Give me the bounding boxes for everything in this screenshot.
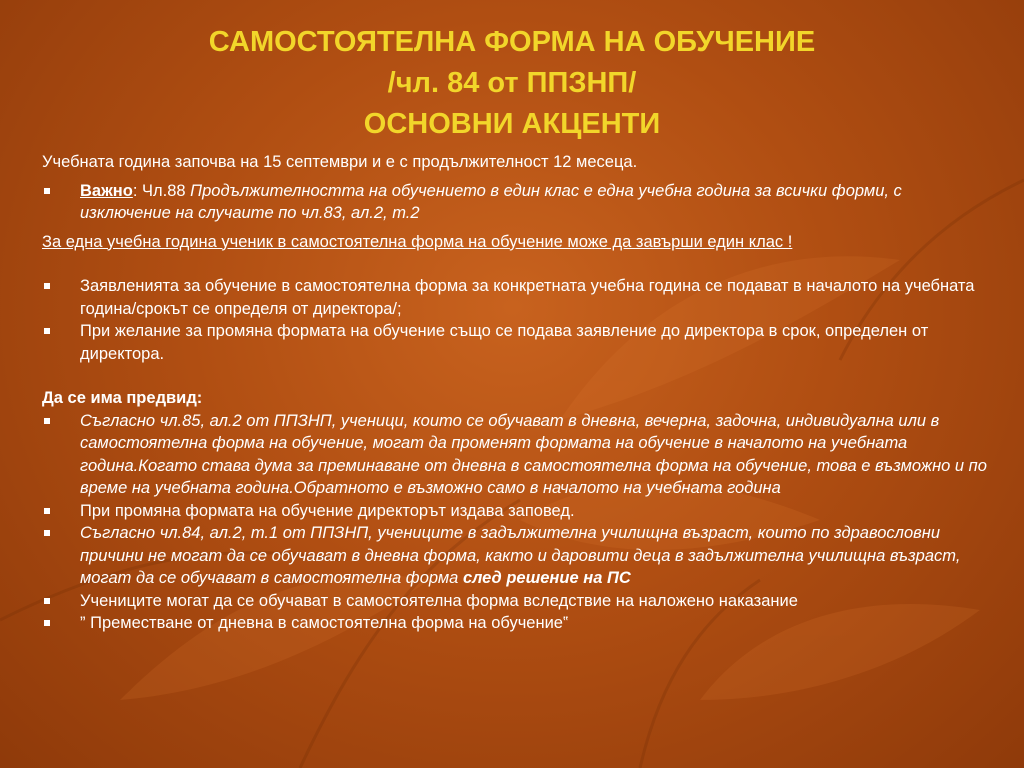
square-bullet-icon: [44, 418, 50, 424]
square-bullet-icon: [44, 328, 50, 334]
bullet-note-5: [42, 612, 987, 635]
important-label: Важно: [80, 181, 133, 200]
note-text-5: ” Преместване от дневна в самостоятелна форма на обучение‟: [80, 614, 569, 632]
one-class-note: За една учебна година ученик в самостоятелна форма на обучение може да завърши един клас !: [42, 232, 793, 251]
note-text-1: Съгласно чл.85, ал.2 от ППЗНП, ученици, които се обучават в дневна, вечерна, задочна, индивидуална или в самостоятелна форма на обучение, могат да променят формата на обучение в началото на учебната година.Когато става дума за преминаване от дневна в самостоятелна форма на обучение, това е възможно и по време на учебната година.Обратното е възможно само в началото на учебната година: [80, 411, 987, 497]
bullet-applications-1: [42, 275, 987, 320]
square-bullet-icon: [44, 283, 50, 289]
important-ref: Чл.88: [137, 181, 191, 200]
slide-title: [100, 22, 924, 145]
square-bullet-icon: [44, 620, 50, 626]
note-text-3: Съгласно чл.84, ал.2, т.1 от ППЗНП, учениците в задължителна училищна възраст, които по здравословни причини не могат да се обучават в дневна форма, както и даровити деца в задължителна училищна възраст, могат да се обучават в самостоятелна форма: [80, 524, 961, 587]
bullet-note-1: [42, 410, 987, 500]
title-line-3: ОСНОВНИ АКЦЕНТИ: [363, 108, 661, 140]
note-text-2: При промяна формата на обучение директорът издава заповед.: [80, 501, 575, 520]
bullet-important: [42, 180, 987, 225]
note-text-3-emphasis: след решение на ПС: [462, 569, 631, 587]
important-text: Продължителността на обучението в един клас е една учебна година за всички форми, с изключение на случаите по чл.83, ал.2, т.2: [80, 181, 902, 222]
intro-text: Учебната година започва на 15 септември и е с продължителност 12 месеца.: [42, 153, 638, 171]
important-colon: :: [132, 181, 138, 200]
bullet-applications-2: [42, 320, 987, 365]
square-bullet-icon: [44, 530, 50, 536]
square-bullet-icon: [44, 188, 50, 194]
title-line-1: САМОСТОЯТЕЛНА ФОРМА НА ОБУЧЕНИЕ: [208, 26, 816, 58]
note-text-4: Учениците могат да се обучават в самостоятелна форма вследствие на наложено наказание: [80, 591, 798, 610]
square-bullet-icon: [44, 508, 50, 514]
applications-text-1: Заявленията за обучение в самостоятелна форма за конкретната учебна година се подават в началото на учебната година/срокът се определя от директора/;: [80, 277, 975, 318]
square-bullet-icon: [44, 598, 50, 604]
bullet-note-2: [42, 500, 987, 523]
bullet-note-4: [42, 590, 987, 613]
note-heading: Да се има предвид:: [42, 389, 203, 407]
applications-text-2: При желание за промяна формата на обучение също се подава заявление до директора в срок, определен от директора.: [80, 322, 929, 363]
bullet-note-3: [42, 522, 987, 590]
slide-body: [42, 151, 987, 635]
title-line-2: /чл. 84 от ППЗНП/: [387, 67, 637, 99]
